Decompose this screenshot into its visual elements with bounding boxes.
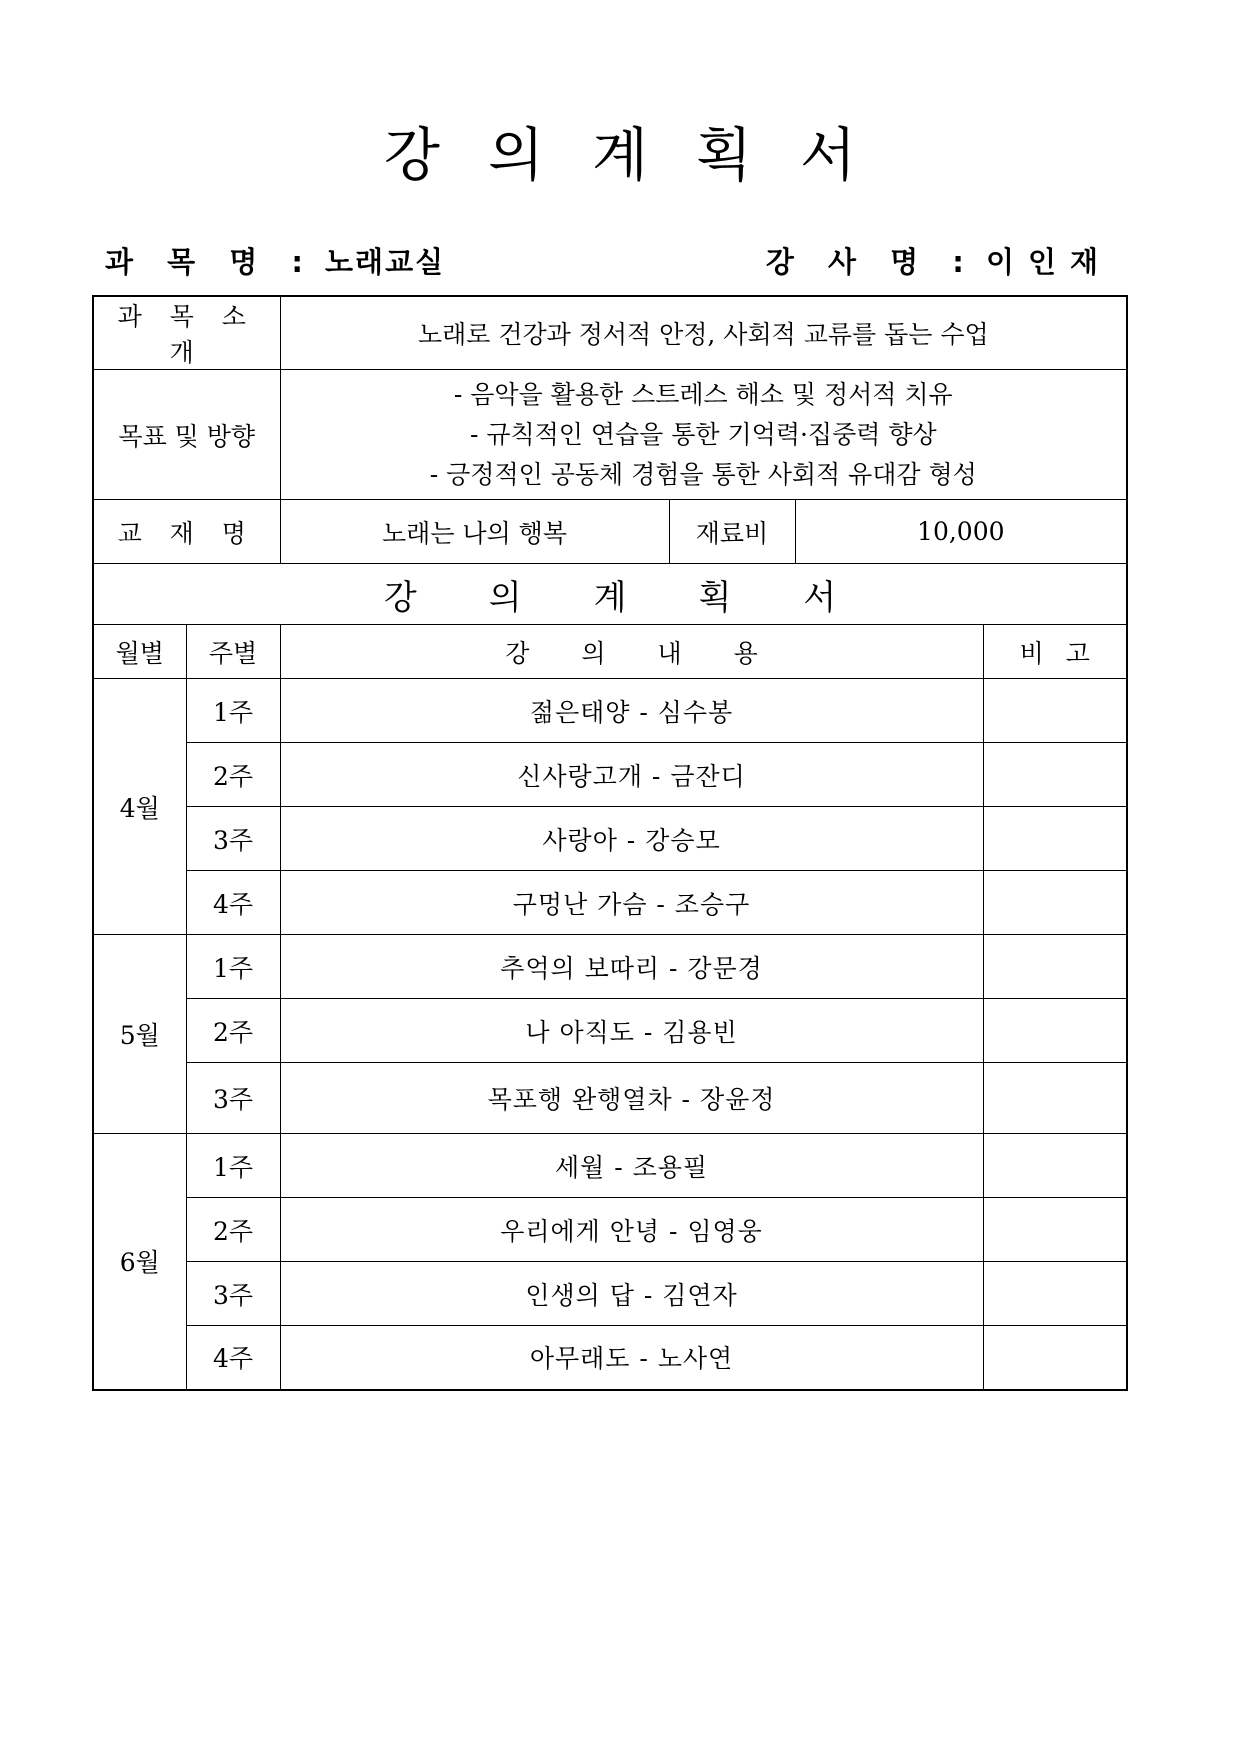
note-cell (983, 1134, 1127, 1198)
instructor-name-field (766, 240, 1112, 281)
goals-row (93, 370, 1127, 500)
course-name-value: 노래교실 (325, 245, 446, 279)
week-cell: 1주 (186, 679, 280, 743)
document-title: 강의계획서 (383, 121, 905, 189)
textbook-label: 교 재 명 (93, 500, 280, 564)
note-cell (983, 743, 1127, 807)
month-cell: 4월 (93, 679, 186, 935)
note-cell (983, 1198, 1127, 1262)
week-cell: 3주 (186, 1063, 280, 1134)
note-cell (983, 679, 1127, 743)
note-cell (983, 807, 1127, 871)
month-cell: 6월 (93, 1134, 186, 1390)
instructor-name-value: 이인재 (985, 245, 1112, 279)
content-header: 강의내용 (280, 625, 983, 679)
schedule-row (93, 807, 1127, 871)
schedule-row (93, 1198, 1127, 1262)
schedule-row (93, 679, 1127, 743)
week-cell: 1주 (186, 1134, 280, 1198)
course-name-label: 과 목 명 : (105, 245, 315, 279)
week-cell: 2주 (186, 1198, 280, 1262)
lecture-content-cell: 목포행 완행열차 - 장윤정 (280, 1063, 983, 1134)
schedule-row (93, 1262, 1127, 1326)
lecture-plan-table (92, 295, 1128, 1391)
schedule-row (93, 999, 1127, 1063)
schedule-header-row (93, 625, 1127, 679)
week-cell: 3주 (186, 807, 280, 871)
week-cell: 4주 (186, 1326, 280, 1390)
note-cell (983, 1063, 1127, 1134)
week-header: 주별 (186, 625, 280, 679)
lecture-content-cell: 추억의 보따리 - 강문경 (280, 935, 983, 999)
goals-list (280, 370, 1127, 500)
plan-title-row (93, 564, 1127, 625)
course-name-field (105, 240, 445, 281)
week-cell: 3주 (186, 1262, 280, 1326)
schedule-row (93, 1134, 1127, 1198)
plan-section-title: 강의계획서 (93, 564, 1127, 625)
lecture-content-cell: 아무래도 - 노사연 (280, 1326, 983, 1390)
note-cell (983, 935, 1127, 999)
goal-item: - 음악을 활용한 스트레스 해소 및 정서적 치유 (453, 379, 953, 409)
intro-row (93, 296, 1127, 370)
textbook-row (93, 500, 1127, 564)
material-fee-value: 10,000 (795, 500, 1127, 564)
note-cell (983, 1326, 1127, 1390)
schedule-row (93, 1063, 1127, 1134)
intro-text: 노래로 건강과 정서적 안정, 사회적 교류를 돕는 수업 (280, 296, 1127, 370)
week-cell: 2주 (186, 999, 280, 1063)
lecture-content-cell: 나 아직도 - 김용빈 (280, 999, 983, 1063)
lecture-content-cell: 신사랑고개 - 금잔디 (280, 743, 983, 807)
schedule-row (93, 1326, 1127, 1390)
schedule-row (93, 935, 1127, 999)
goal-item: - 규칙적인 연습을 통한 기억력·집중력 향상 (469, 419, 937, 449)
schedule-row (93, 743, 1127, 807)
lecture-content-cell: 인생의 답 - 김연자 (280, 1262, 983, 1326)
note-cell (983, 871, 1127, 935)
lecture-content-cell: 젊은태양 - 심수봉 (280, 679, 983, 743)
note-cell (983, 1262, 1127, 1326)
lecture-content-cell: 세월 - 조용필 (280, 1134, 983, 1198)
lecture-content-cell: 사랑아 - 강승모 (280, 807, 983, 871)
month-cell: 5월 (93, 935, 186, 1134)
week-cell: 2주 (186, 743, 280, 807)
material-fee-label: 재료비 (669, 500, 795, 564)
note-cell (983, 999, 1127, 1063)
goals-label: 목표 및 방향 (93, 370, 280, 500)
instructor-name-label: 강 사 명 : (765, 245, 976, 279)
lecture-content-cell: 우리에게 안녕 - 임영웅 (280, 1198, 983, 1262)
month-header: 월별 (93, 625, 186, 679)
week-cell: 4주 (186, 871, 280, 935)
week-cell: 1주 (186, 935, 280, 999)
schedule-row (93, 871, 1127, 935)
note-header: 비고 (983, 625, 1127, 679)
lecture-content-cell: 구멍난 가슴 - 조승구 (280, 871, 983, 935)
goal-item: - 긍정적인 공동체 경험을 통한 사회적 유대감 형성 (429, 459, 977, 489)
textbook-value: 노래는 나의 행복 (280, 500, 669, 564)
intro-label: 과 목 소 개 (93, 296, 280, 370)
